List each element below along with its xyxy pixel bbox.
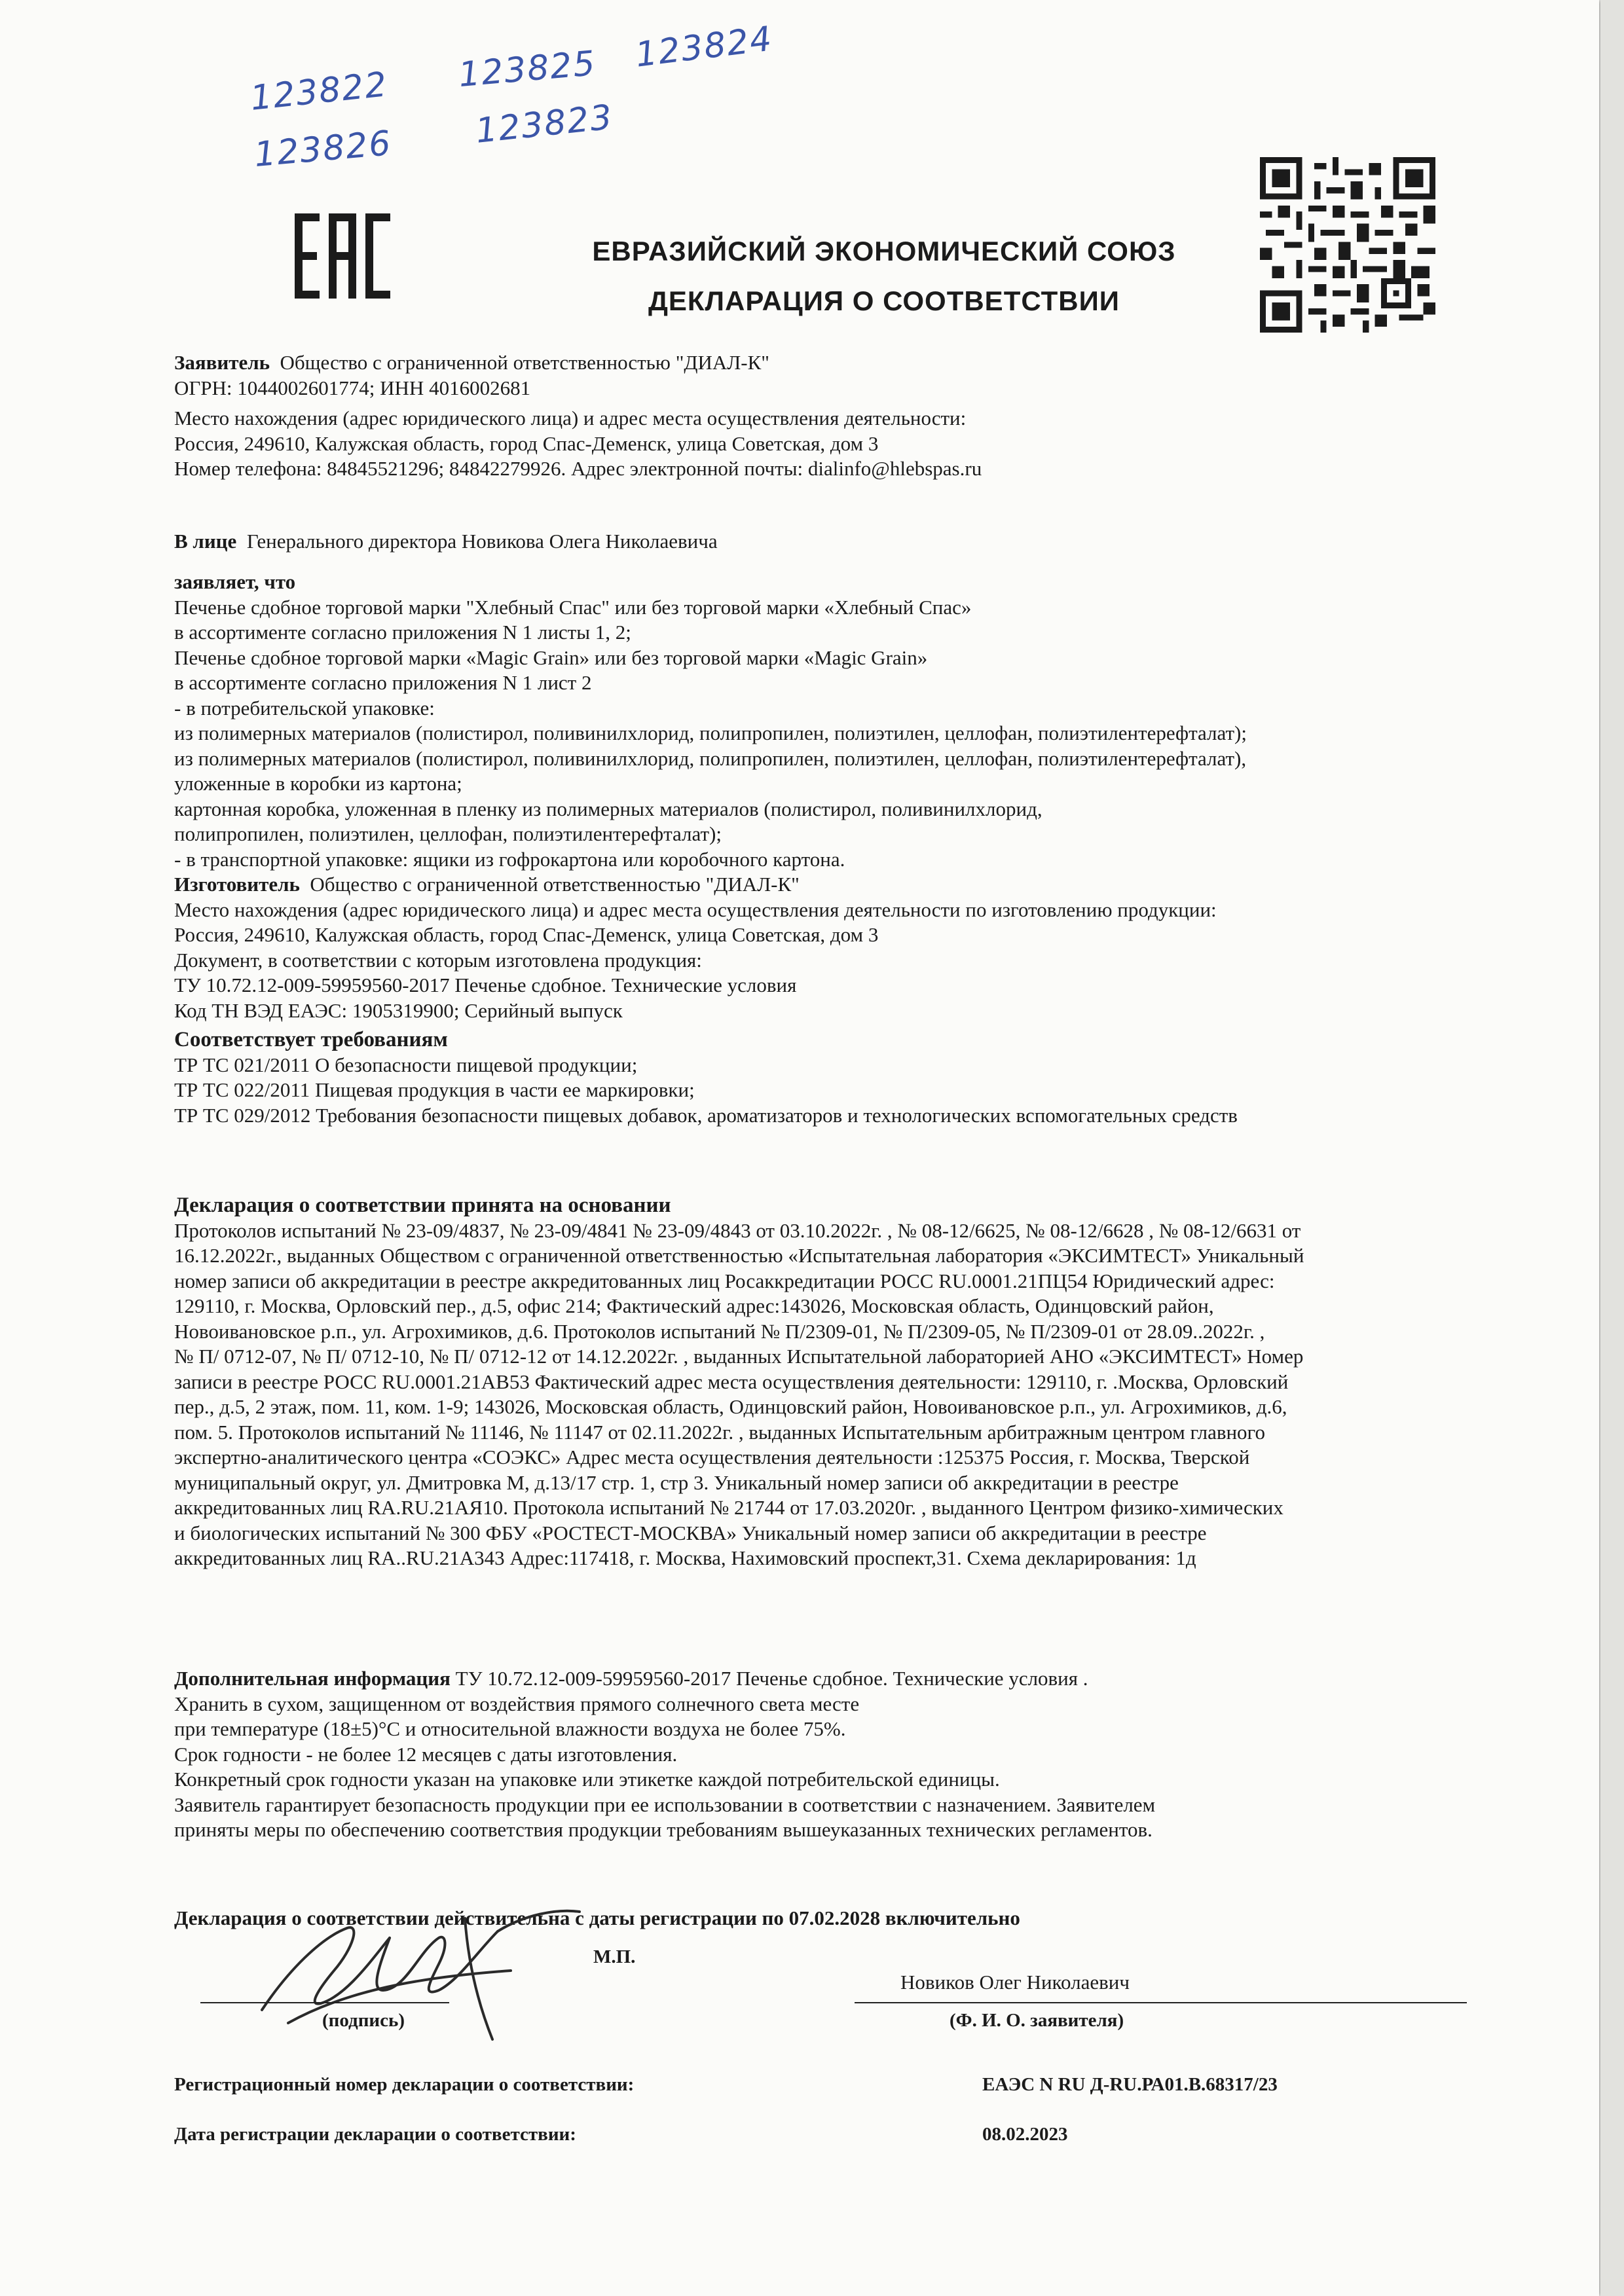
basis-line: муниципальный округ, ул. Дмитровка М, д.13/17 стр. 1, стр 3. Уникальный номер записи об аккредитации в реестре [174,1470,1179,1494]
union-title: ЕВРАЗИЙСКИЙ ЭКОНОМИЧЕСКИЙ СОЮЗ [592,236,1176,266]
applicant-section [174,350,1490,482]
basis-line: экспертно-аналитического центра «СОЭКС» Адрес места осуществления деятельности :125375 Россия, г. Москва, Тверской [174,1446,1250,1468]
basis-line: пом. 5. Протоколов испытаний № 11146, № 11147 от 02.11.2022г. , выданных Испытательным арбитражным центром главного [174,1420,1265,1444]
applicant-label: Заявитель [174,351,270,374]
basis-line: аккредитованных лиц RA.RU.21АЯ10. Протокола испытаний № 21744 от 17.03.2020г. , выданного Центром физико-химических [174,1496,1283,1519]
qr-code-icon [1260,157,1435,333]
requirement-line: ТР ТС 021/2011 О безопасности пищевой продукции; [174,1053,638,1076]
registration-date: 08.02.2023 [982,2124,1068,2145]
declares-label: заявляет, что [174,570,296,593]
declares-line: в ассортименте согласно приложения N 1 листы 1, 2; [174,621,631,644]
manufacturer-line: Код ТН ВЭД ЕАЭС: 1905319900; Серийный выпуск [174,998,623,1022]
basis-line: записи в реестре РОСС RU.0001.21АВ53 Фактический адрес места осуществления деятельности: 129110, г. .Москва, Орловский [174,1370,1289,1393]
declares-line: картонная коробка, уложенная в пленку из полимерных материалов (полистирол, поливинилхлорид, [174,797,1043,820]
handwritten-number: 123824 [633,19,775,75]
requirement-line: ТР ТС 022/2011 Пищевая продукция в части ее маркировки; [174,1078,695,1101]
declares-line: из полимерных материалов (полистирол, поливинилхлорид, полипропилен, полиэтилен, целлофан, полиэтилентерефталат); [174,721,1247,744]
represented-label: В лице [174,530,237,553]
additional-section [174,1666,1490,1843]
signer-name: Новиков Олег Николаевич [900,1971,1130,1994]
applicant-address: Россия, 249610, Калужская область, город Спас-Деменск, улица Советская, дом 3 [174,431,879,455]
manufacturer-line: ТУ 10.72.12-009-59959560-2017 Печенье сдобное. Технические условия [174,974,797,996]
registration-date-label: Дата регистрации декларации о соответствии: [174,2124,576,2145]
registration-number-label: Регистрационный номер декларации о соответствии: [174,2074,635,2095]
basis-line: Протоколов испытаний № 23-09/4837, № 23-09/4841 № 23-09/4843 от 03.10.2022г. , № 08-12/6625, № 08-12/6628 , № 08-12/6631 от [174,1218,1301,1242]
scan-edge [1600,0,1624,2296]
additional-first: ТУ 10.72.12-009-59959560-2017 Печенье сдобное. Технические условия . [455,1667,1088,1690]
requirement-line: ТР ТС 029/2012 Требования безопасности пищевых добавок, ароматизаторов и технологических вспомогательных средств [174,1103,1238,1127]
manufacturer-name: Общество с ограниченной ответственностью "ДИАЛ-К" [310,873,800,896]
manufacturer-label: Изготовитель [174,873,300,896]
declares-line: из полимерных материалов (полистирол, поливинилхлорид, полипропилен, полиэтилен, целлофан, полиэтилентерефталат), [174,746,1247,770]
applicant-name: Общество с ограниченной ответственностью "ДИАЛ-К" [280,351,769,374]
signature-line [200,2002,449,2003]
signature-caption: (подпись) [322,2010,405,2031]
declares-line: Печенье сдобное торговой марки «Magic Grain» или без торговой марки «Magic Grain» [174,646,928,669]
additional-line: приняты меры по обеспечению соответствия продукции требованиям вышеуказанных технических регламентов. [174,1818,1153,1841]
applicant-contacts: Номер телефона: 84845521296; 84842279926. Адрес электронной почты: dialinfo@hlebspas.ru [174,457,982,480]
handwritten-number: 123826 [252,123,394,175]
validity-statement: Декларация о соответствии действительна с даты регистрации по 07.02.2028 включительно [174,1906,1020,1929]
basis-line: № П/ 0712-07, № П/ 0712-10, № П/ 0712-12 от 14.12.2022г. , выданных Испытательной лабораторией АНО «ЭКСИМТЕСТ» Номер [174,1345,1304,1368]
represented-section [174,529,1490,555]
basis-line: аккредитованных лиц RA..RU.21А343 Адрес:117418, г. Москва, Нахимовский проспект,31. Схема декларирования: 1д [174,1546,1196,1569]
manufacturer-line: Место нахождения (адрес юридического лица) и адрес места осуществления деятельности по изготовлению продукции: [174,898,1217,921]
basis-line: номер записи об аккредитации в реестре аккредитованных лиц Росаккредитации РОСС RU.0001.21ПЦ54 Юридический адрес: [174,1269,1275,1292]
basis-line: пер., д.5, 2 этаж, пом. 11, ком. 1-9; 143026, Московская область, Одинцовский район, Новоивановское р.п., ул. Агрохимиков, д.6, [174,1395,1287,1418]
declares-line: Печенье сдобное торговой марки "Хлебный Спас" или без торговой марки «Хлебный Спас» [174,595,972,619]
registration-number: ЕАЭС N RU Д-RU.РА01.В.68317/23 [982,2074,1278,2095]
additional-label: Дополнительная информация [174,1667,451,1690]
requirements-label: Соответствует требованиям [174,1028,448,1051]
manufacturer-line: Россия, 249610, Калужская область, город Спас-Деменск, улица Советская, дом 3 [174,923,879,946]
applicant-ids: ОГРН: 1044002601774; ИНН 4016002681 [174,376,531,399]
handwritten-number: 123822 [248,65,390,118]
applicant-address-label: Место нахождения (адрес юридического лица) и адрес места осуществления деятельности: [174,407,967,429]
signature-drawing [249,1892,589,2043]
basis-line: 129110, г. Москва, Орловский пер., д.5, офис 214; Фактический адрес:143026, Московская область, Одинцовский район, [174,1294,1214,1317]
additional-line: Хранить в сухом, защищенном от воздействия прямого солнечного света месте [174,1692,860,1715]
additional-line: при температуре (18±5)°С и относительной влажности воздуха не более 75%. [174,1717,846,1740]
name-line [855,2002,1467,2003]
basis-line: 16.12.2022г., выданных Обществом с ограниченной ответственностью «Испытательная лаборатория «ЭКСИМТЕСТ» Уникальный [174,1244,1304,1267]
declares-line: уложенные в коробки из картона; [174,772,462,795]
additional-line: Срок годности - не более 12 месяцев с даты изготовления. [174,1742,678,1766]
declares-section [174,570,1490,1128]
basis-label: Декларация о соответствии принята на основании [174,1194,671,1217]
name-caption: (Ф. И. О. заявителя) [950,2010,1124,2031]
seal-mark: М.П. [593,1946,636,1967]
basis-line: Новоивановское р.п., ул. Агрохимиков, д.6. Протоколов испытаний № П/2309-01, № П/2309-05, № П/2309-01 от 28.09..2022г. , [174,1319,1265,1343]
declares-line: полипропилен, полиэтилен, целлофан, полиэтилентерефталат); [174,822,722,845]
basis-line: и биологических испытаний № 300 ФБУ «РОСТЕСТ-МОСКВА» Уникальный номер записи об аккредитации в реестре [174,1521,1207,1544]
handwritten-number: 123825 [456,43,598,96]
represented-value: Генерального директора Новикова Олега Николаевича [246,530,718,553]
handwritten-number: 123823 [473,98,616,151]
document-title: ДЕКЛАРАЦИЯ О СООТВЕТСТВИИ [648,285,1120,316]
additional-line: Заявитель гарантирует безопасность продукции при ее использовании в соответствии с назначением. Заявителем [174,1793,1156,1816]
eac-logo-icon [293,207,392,305]
additional-line: Конкретный срок годности указан на упаковке или этикетке каждой потребительской единицы. [174,1768,1000,1791]
manufacturer-line: Документ, в соответствии с которым изготовлена продукция: [174,948,702,972]
basis-section [174,1193,1490,1571]
declares-line: - в транспортной упаковке: ящики из гофрокартона или коробочного картона. [174,847,845,871]
declares-line: - в потребительской упаковке: [174,696,435,720]
declares-line: в ассортименте согласно приложения N 1 лист 2 [174,671,592,694]
